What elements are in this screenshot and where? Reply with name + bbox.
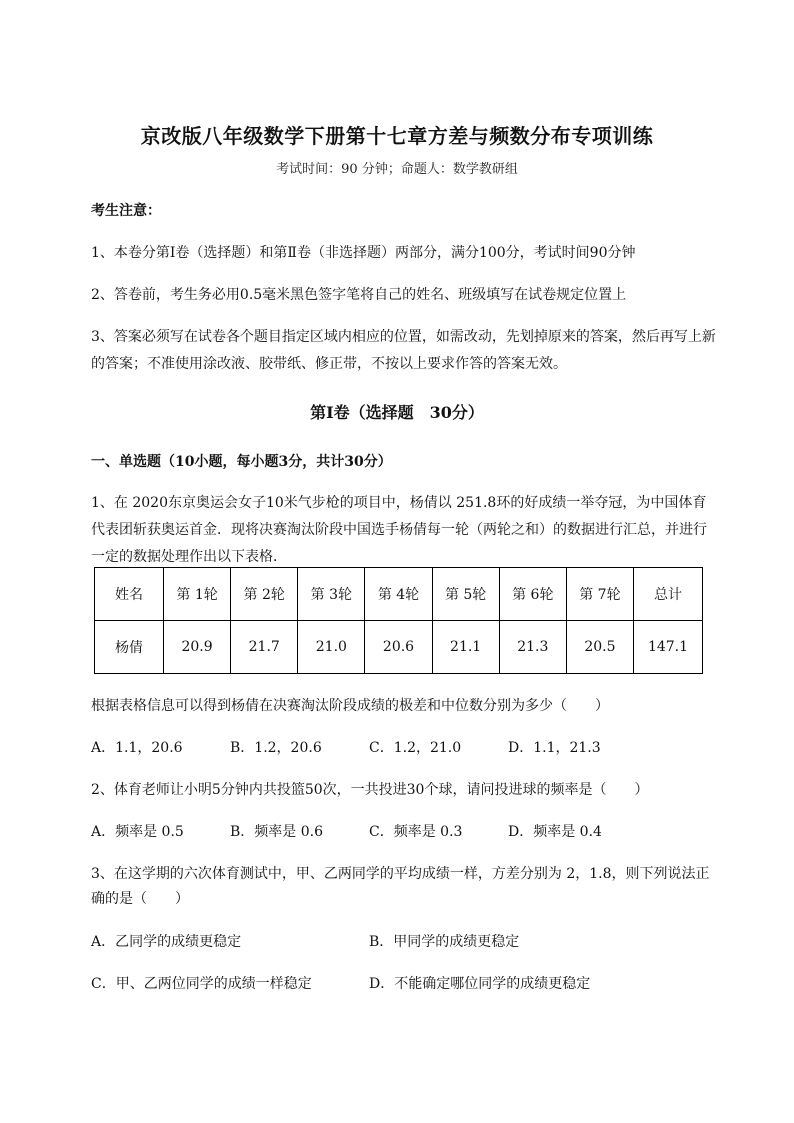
question-3-text: 3、在这学期的六次体育测试中，甲、乙两同学的平均成绩一样，方差分别为 2，1.8，则下列说法正 xyxy=(91,866,710,882)
table-header-cell: 第 3轮 xyxy=(298,568,365,621)
table-header-cell: 第 7轮 xyxy=(566,568,633,621)
table-cell: 杨倩 xyxy=(95,621,164,674)
table-header-cell: 第 6轮 xyxy=(499,568,566,621)
question-2-option-a: A．频率是 0.5 xyxy=(91,824,184,840)
part-heading: 第Ⅰ卷（选择题 30分） xyxy=(310,403,484,422)
table-header-cell: 姓名 xyxy=(95,568,164,621)
question-2-option-c: C．频率是 0.3 xyxy=(369,824,463,840)
table-cell: 20.9 xyxy=(164,621,231,674)
question-1-option-d: D．1.1，21.3 xyxy=(508,740,601,756)
notice-item: 1、本卷分第Ⅰ卷（选择题）和第Ⅱ卷（非选择题）两部分，满分100分，考试时间90分钟 xyxy=(91,245,636,261)
question-3-option-b: B．甲同学的成绩更稳定 xyxy=(369,934,520,950)
table-cell: 147.1 xyxy=(634,621,703,674)
table-row xyxy=(95,621,703,674)
question-1-option-a: A．1.1，20.6 xyxy=(91,740,183,756)
question-1-text: 1、在 2020东京奥运会女子10米气步枪的项目中，杨倩以 251.8环的好成绩一举夺冠，为中国体育 xyxy=(91,495,707,511)
table-cell: 20.6 xyxy=(365,621,432,674)
table-cell: 21.0 xyxy=(298,621,365,674)
question-3-option-d: D．不能确定哪位同学的成绩更稳定 xyxy=(369,976,591,992)
question-2-option-d: D．频率是 0.4 xyxy=(508,824,602,840)
question-2-text: 2、体育老师让小明5分钟内共投篮50次，一共投进30个球，请问投进球的频率是（ ） xyxy=(91,782,649,798)
question-1-option-b: B．1.2，20.6 xyxy=(230,740,322,756)
table-header-row xyxy=(95,568,703,621)
question-3-option-a: A．乙同学的成绩更稳定 xyxy=(91,934,242,950)
question-2-option-b: B．频率是 0.6 xyxy=(230,824,324,840)
section-heading: 一、单选题（10小题，每小题3分，共计30分） xyxy=(91,454,392,470)
table-header-cell: 第 5轮 xyxy=(432,568,499,621)
question-1-text: 代表团斩获奥运首金．现将决赛淘汰阶段中国选手杨倩每一轮（两轮之和）的数据进行汇总，并进行 xyxy=(91,522,707,538)
table-cell: 21.3 xyxy=(499,621,566,674)
notice-heading: 考生注意： xyxy=(91,203,161,219)
exam-info: 考试时间：90 分钟；命题人：数学教研组 xyxy=(276,162,518,177)
table-header-cell: 总计 xyxy=(634,568,703,621)
table-header-cell: 第 2轮 xyxy=(231,568,298,621)
question-1-text: 一定的数据处理作出以下表格． xyxy=(91,549,287,565)
question-3-option-c: C．甲、乙两位同学的成绩一样稳定 xyxy=(91,976,312,992)
table-cell: 21.1 xyxy=(432,621,499,674)
question-1-option-c: C．1.2，21.0 xyxy=(369,740,462,756)
notice-item: 的答案；不准使用涂改液、胶带纸、修正带，不按以上要求作答的答案无效。 xyxy=(91,356,567,372)
notice-item: 2、答卷前，考生务必用0.5毫米黑色签字笔将自己的姓名、班级填写在试卷规定位置上 xyxy=(91,287,627,303)
table-header-cell: 第 1轮 xyxy=(164,568,231,621)
notice-item: 3、答案必须写在试卷各个题目指定区域内相应的位置，如需改动，先划掉原来的答案，然后再写上新 xyxy=(91,329,716,345)
table-cell: 20.5 xyxy=(566,621,633,674)
score-table xyxy=(94,567,703,674)
table-header-cell: 第 4轮 xyxy=(365,568,432,621)
question-3-text: 确的是（ ） xyxy=(91,891,189,907)
page-title: 京改版八年级数学下册第十七章方差与频数分布专项训练 xyxy=(140,124,654,148)
question-1-prompt: 根据表格信息可以得到杨倩在决赛淘汰阶段成绩的极差和中位数分别为多少（ ） xyxy=(91,698,609,714)
table-cell: 21.7 xyxy=(231,621,298,674)
